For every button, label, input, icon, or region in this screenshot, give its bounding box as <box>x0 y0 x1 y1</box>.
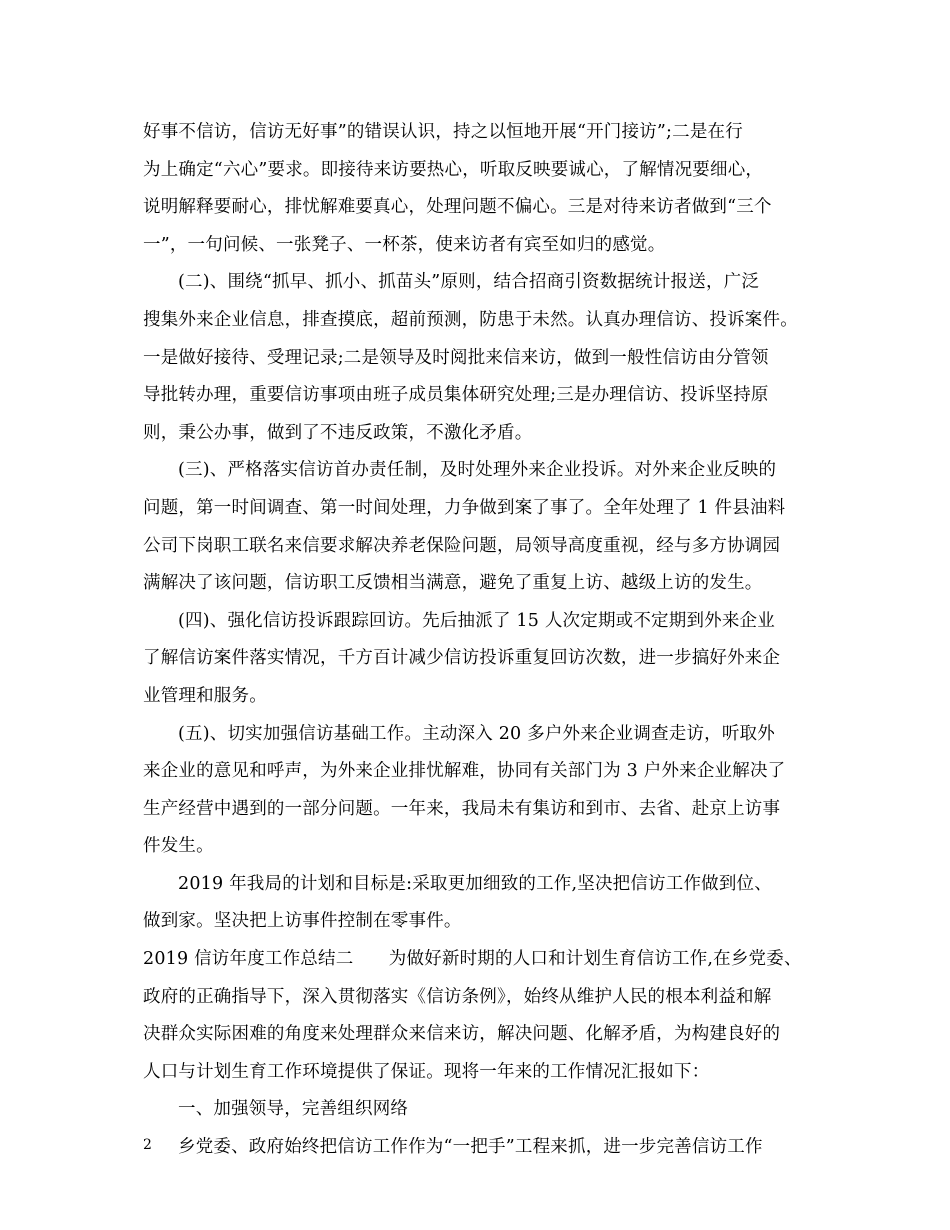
text-line: (二)、围绕“抓早、抓小、抓苗头”原则，结合招商引资数据统计报送，广泛 <box>178 272 760 293</box>
text-line: 做到家。坚决把上访事件控制在零事件。 <box>143 911 462 932</box>
text-line: (五)、切实加强信访基础工作。主动深入 20 多户外来企业调查走访，听取外 <box>178 723 775 744</box>
text-line: 一、加强领导，完善组织网络 <box>178 1099 409 1120</box>
text-line: 公司下岗职工联名来信要求解决养老保险问题，局领导高度重视，经与多方协调园 <box>143 535 781 556</box>
document-body <box>143 114 823 1167</box>
text-line: 一”，一句问候、一张凳子、一杯茶，使来访者有宾至如归的感觉。 <box>143 234 666 255</box>
text-line: 满解决了该问题，信访职工反馈相当满意，避免了重复上访、越级上访的发生。 <box>143 573 763 594</box>
text-line: 件发生。 <box>143 836 214 857</box>
text-line: (四)、强化信访投诉跟踪回访。先后抽派了 15 人次定期或不定期到外来企业 <box>178 610 775 631</box>
text-line: 乡党委、政府始终把信访工作作为“一把手”工程来抓，进一步完善信访工作 <box>178 1137 763 1158</box>
text-line: 政府的正确指导下，深入贯彻落实《信访条例》，始终从维护人民的根本利益和解 <box>143 986 772 1007</box>
text-line: 则，秉公办事，做到了不违反政策，不激化矛盾。 <box>143 422 533 443</box>
text-line: 搜集外来企业信息，排查摸底，超前预测，防患于未然。认真办理信访、投诉案件。 <box>143 309 798 330</box>
text-line: 为上确定“六心”要求。即接待来访要热心，听取反映要诚心，了解情况要细心， <box>143 159 764 180</box>
text-line: 导批转办理，重要信访事项由班子成员集体研究处理;三是办理信访、投诉坚持原 <box>143 385 769 406</box>
text-line: 问题，第一时间调查、第一时间处理，力争做到案了事了。全年处理了 1 件县油料 <box>143 497 786 518</box>
text-line: 2019 信访年度工作总结二 为做好新时期的人口和计划生育信访工作,在乡党委、 <box>143 949 802 970</box>
text-line: 了解信访案件落实情况，千方百计减少信访投诉重复回访次数，进一步搞好外来企 <box>143 648 781 669</box>
text-line: (三)、严格落实信访首办责任制，及时处理外来企业投诉。对外来企业反映的 <box>178 460 777 481</box>
text-line: 说明解释要耐心，排忧解难要真心，处理问题不偏心。三是对待来访者做到“三个 <box>143 197 772 218</box>
text-line: 业管理和服务。 <box>143 685 267 706</box>
text-line: 来企业的意见和呼声，为外来企业排忧解难，协同有关部门为 3 户外来企业解决了 <box>143 761 786 782</box>
text-line: 一是做好接待、受理记录;二是领导及时阅批来信来访，做到一般性信访由分管领 <box>143 347 769 368</box>
text-line: 生产经营中遇到的一部分问题。一年来，我局未有集访和到市、去省、赴京上访事 <box>143 798 781 819</box>
text-line: 2019 年我局的计划和目标是:采取更加细致的工作,坚决把信访工作做到位、 <box>178 873 772 894</box>
text-line: 决群众实际困难的角度来处理群众来信来访，解决问题、化解矛盾，为构建良好的 <box>143 1024 781 1045</box>
text-line: 人口与计划生育工作环境提供了保证。现将一年来的工作情况汇报如下： <box>143 1061 710 1082</box>
page-number: 2 <box>143 1137 152 1153</box>
text-line: 好事不信访，信访无好事”的错误认识，持之以恒地开展“开门接访”;二是在行 <box>143 122 743 142</box>
